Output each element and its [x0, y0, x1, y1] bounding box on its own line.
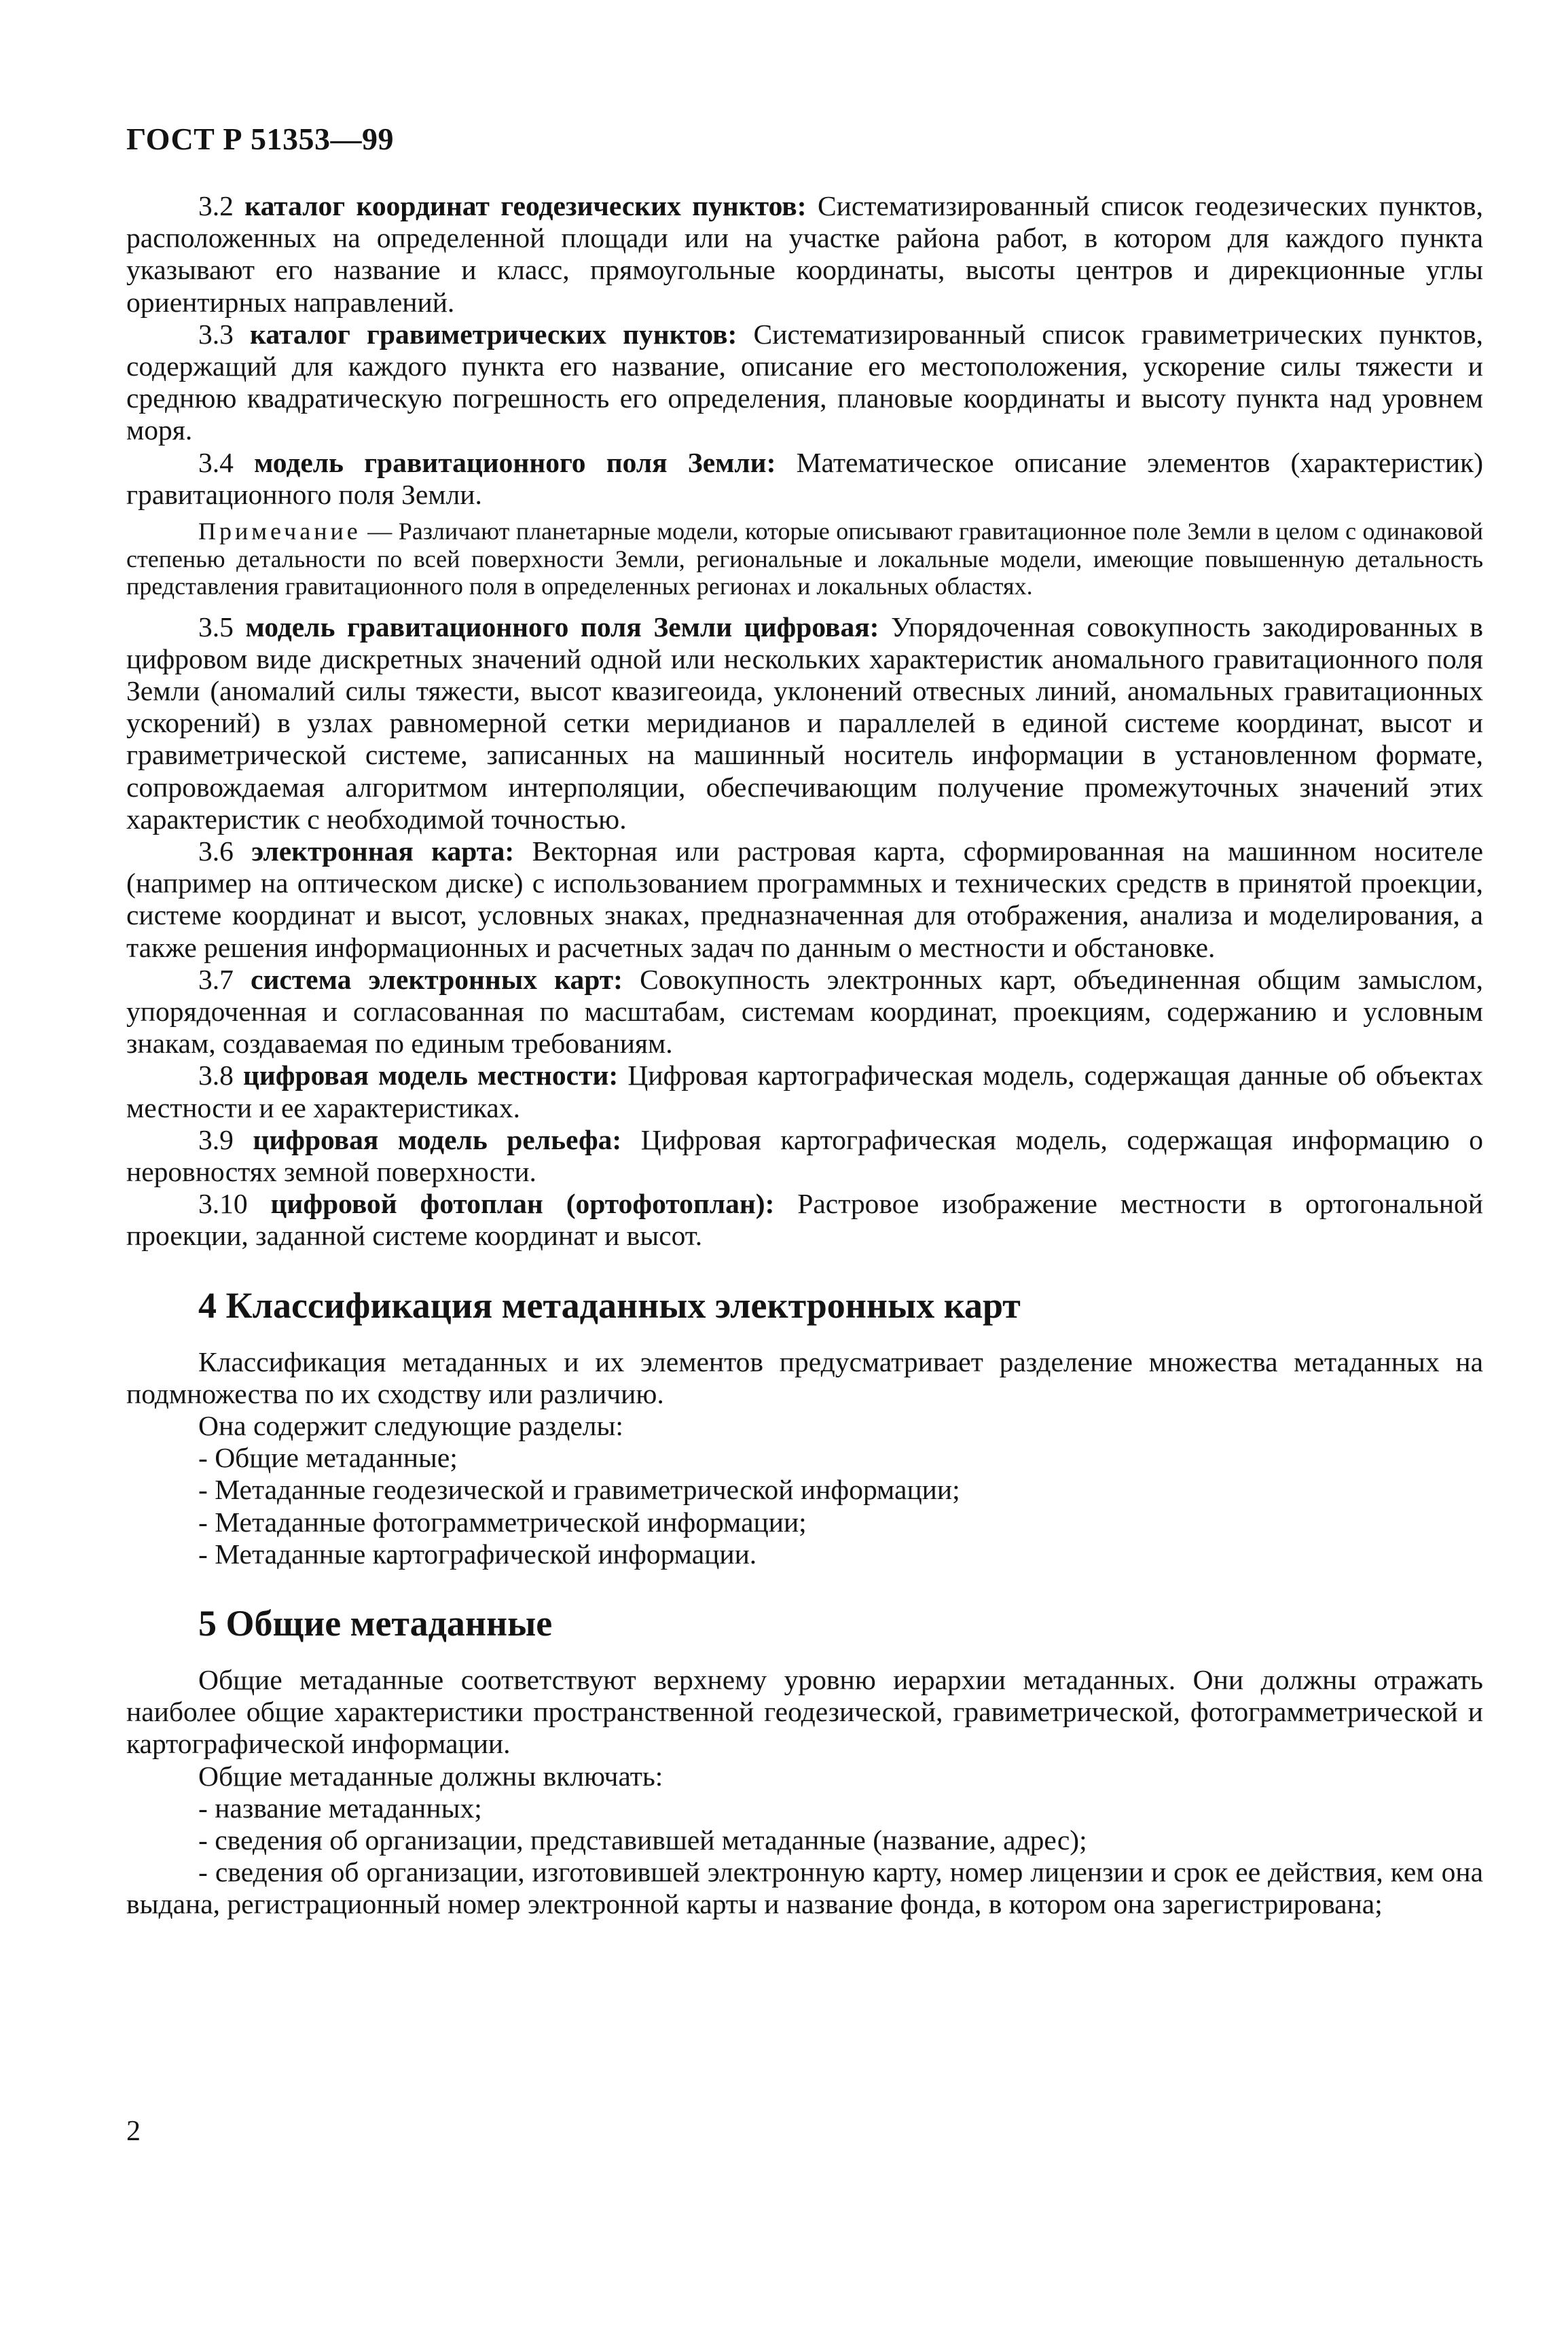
definition-3-10: 3.10 цифровой фотоплан (ортофотоплан): Растровое изображение местности в ортогональной проекции, заданной системе координат и высот.: [126, 1188, 1484, 1252]
definition-term: цифровой фотоплан (ортофотоплан):: [270, 1188, 775, 1220]
definition-3-4: 3.4 модель гравитационного поля Земли: Математическое описание элементов (характеристик) гравитационного поля Земли.: [126, 446, 1484, 510]
definition-term: каталог координат геодезических пунктов:: [244, 190, 807, 221]
definition-term: цифровая модель рельефа:: [253, 1123, 622, 1155]
document-header: ГОСТ Р 51353—99: [126, 122, 394, 156]
list-item: - название метаданных;: [198, 1792, 482, 1824]
definition-3-2: 3.2 каталог координат геодезических пунктов: Систематизированный список геодезических пунктов, расположенных на определенной площади или на участке района работ, в котором для каждого пункта указывают его название и класс, прямоугольные координаты, высоты центров и дирекционные углы ориентирных направлений.: [126, 190, 1484, 318]
section-5-paragraph: Общие метаданные должны включать:: [198, 1760, 663, 1792]
list-item: - сведения об организации, изготовившей электронную карту, номер лицензии и срок ее действия, кем она выдана, регистрационный номер электронной карты и название фонда, в котором она зарегистрирована;: [126, 1856, 1483, 1920]
note: [126, 518, 1483, 600]
note-label: Примечание: [198, 518, 361, 545]
section-5-heading: 5 Общие метаданные: [198, 1603, 553, 1644]
list-item: - Метаданные картографической информации.: [198, 1538, 757, 1570]
list-item: - Метаданные геодезической и гравиметрической информации;: [198, 1474, 960, 1506]
section-4-list: [126, 1442, 1483, 1570]
definition-text: Совокупность электронных карт, объединенная общим замыслом, упорядоченная и согласованная по масштабам, системам координат, проекциям, содержанию и условным знакам, создаваемая по единым требованиям.: [126, 963, 1484, 1060]
definition-text: Растровое изображение местности в ортогональной проекции, заданной системе координат и высот.: [126, 1188, 1484, 1252]
definition-3-6: 3.6 электронная карта: Векторная или растровая карта, сформированная на машинном носителе (например на оптическом диске) с использованием программных и технических средств в принятой проекции, системе координат и высот, условных знаках, предназначенная для отображения, анализа и моделирования, а также решения информационных и расчетных задач по данным о местности и обстановке.: [126, 835, 1483, 963]
list-item: - сведения об организации, представившей метаданные (название, адрес);: [198, 1824, 1087, 1856]
definition-term: каталог гравиметрических пунктов:: [250, 318, 737, 350]
section-4-paragraph: Она содержит следующие разделы:: [198, 1410, 623, 1441]
list-item: - Метаданные фотограмметрической информации;: [198, 1506, 807, 1538]
definition-text: Векторная или растровая карта, сформированная на машинном носителе (например на оптическом диске) с использованием программных и технических средств в принятой проекции, системе координат и высот, условных знаках, предназначенная для отображения, анализа и моделирования, а также решения информационных и расчетных задач по данным о местности и обстановке.: [126, 835, 1483, 963]
definition-term: электронная карта:: [251, 835, 515, 867]
definition-term: система электронных карт:: [251, 963, 623, 995]
section-5-list: [126, 1792, 1483, 1921]
definition-3-8: 3.8 цифровая модель местности: Цифровая картографическая модель, содержащая данные об объектах местности и ее характеристиках.: [126, 1060, 1483, 1123]
list-item: - Общие метаданные;: [198, 1442, 458, 1474]
definition-term: модель гравитационного поля Земли:: [254, 446, 776, 478]
definition-text: Систематизированный список геодезических пунктов, расположенных на определенной площади или на участке района работ, в котором для каждого пункта указывают его название и класс, прямоугольные координаты, высоты центров и дирекционные углы ориентирных направлений.: [126, 190, 1484, 318]
section-5-paragraph: Общие метаданные соответствуют верхнему уровню иерархии метаданных. Они должны отражать наиболее общие характеристики пространственной геодезической, гравиметрической, фотограмметрической и картографической информации.: [126, 1664, 1483, 1760]
note-text: — Различают планетарные модели, которые описывают гравитационное поле Земли в целом с одинаковой степенью детальности по всей поверхности Земли, региональные и локальные модели, имеющие повышенную детальность представления гравитационного поля в определенных регионах и локальных областях.: [126, 518, 1484, 600]
definition-text: Математическое описание элементов (характеристик) гравитационного поля Земли.: [126, 446, 1484, 510]
section-4-heading: 4 Классификация метаданных электронных карт: [198, 1284, 1021, 1326]
definition-text: Цифровая картографическая модель, содержащая информацию о неровностях земной поверхности.: [126, 1123, 1484, 1187]
definition-text: Систематизированный список гравиметрических пунктов, содержащий для каждого пункта его название, описание его местоположения, ускорение силы тяжести и среднюю квадратическую погрешность его определения, плановые координаты и высоту пункта над уровнем моря.: [126, 318, 1483, 446]
section-4-paragraph: Классификация метаданных и их элементов предусматривает разделение множества метаданных на подмножества по их сходству или различию.: [126, 1346, 1483, 1409]
definition-text: Упорядоченная совокупность закодированных в цифровом виде дискретных значений одной или нескольких характеристик аномального гравитационного поля Земли (аномалий силы тяжести, высот квазигеоида, уклонений отвесных линий, аномальных гравитационных ускорений) в узлах равномерной сетки меридианов и параллелей в единой системе координат, высот и гравиметрической системе, записанных на машинный носитель информации в установленном формате, сопровождаемая алгоритмом интерполяции, обеспечивающим получение промежуточных значений этих характеристик с необходимой точностью.: [126, 611, 1484, 835]
definition-term: цифровая модель местности:: [242, 1060, 619, 1091]
definition-text: Цифровая картографическая модель, содержащая данные об объектах местности и ее характеристиках.: [126, 1060, 1483, 1123]
definition-term: модель гравитационного поля Земли цифровая:: [245, 611, 879, 643]
page-number: 2: [126, 2116, 141, 2147]
document-body: [126, 190, 1483, 1921]
definition-3-7: 3.7 система электронных карт: Совокупность электронных карт, объединенная общим замыслом, упорядоченная и согласованная по масштабам, системам координат, проекциям, содержанию и условным знакам, создаваемая по единым требованиям.: [126, 963, 1484, 1060]
definition-3-3: 3.3 каталог гравиметрических пунктов: Систематизированный список гравиметрических пунктов, содержащий для каждого пункта его название, описание его местоположения, ускорение силы тяжести и среднюю квадратическую погрешность его определения, плановые координаты и высоту пункта над уровнем моря.: [126, 318, 1483, 446]
definition-3-5: 3.5 модель гравитационного поля Земли цифровая: Упорядоченная совокупность закодированных в цифровом виде дискретных значений одной или нескольких характеристик аномального гравитационного поля Земли (аномалий силы тяжести, высот квазигеоида, уклонений отвесных линий, аномальных гравитационных ускорений) в узлах равномерной сетки меридианов и параллелей в единой системе координат, высот и гравиметрической системе, записанных на машинный носитель информации в установленном формате, сопровождаемая алгоритмом интерполяции, обеспечивающим получение промежуточных значений этих характеристик с необходимой точностью.: [126, 611, 1484, 835]
definition-3-9: 3.9 цифровая модель рельефа: Цифровая картографическая модель, содержащая информацию о неровностях земной поверхности.: [126, 1123, 1484, 1187]
